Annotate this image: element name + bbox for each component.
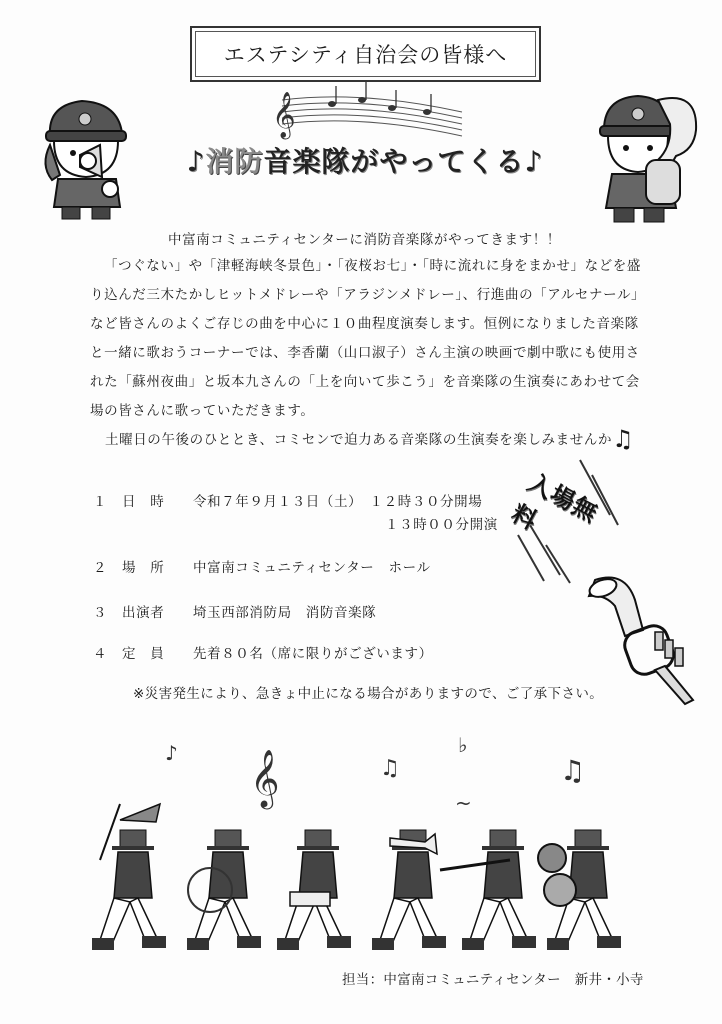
double-note-icon: ♫	[612, 425, 635, 453]
closing-text: 土曜日の午後のひととき、コミセンで迫力ある音楽隊の生演奏を楽しみませんか♫	[105, 425, 635, 453]
header-title: エステシティ自治会の皆様へ	[190, 26, 541, 82]
detail-num: ２	[93, 560, 108, 576]
body-line: れた「蘇州夜曲」と坂本九さんの「上を向いて歩こう」を音楽隊の生演奏にあわせて会	[90, 374, 640, 390]
detail-value: 中富南コミュニティセンター ホール	[193, 560, 431, 576]
detail-num: ３	[93, 605, 108, 621]
detail-value: 埼玉西部消防局 消防音楽隊	[193, 605, 377, 621]
notice-text: ※災害発生により、急きょ中止になる場合がありますので、ご了承下さい。	[133, 686, 604, 702]
detail-value: 先着８０名（席に限りがございます）	[193, 646, 433, 662]
contact-footer: 担当：中富南コミュニティセンター 新井・小寺	[342, 972, 644, 988]
svg-text:♫: ♫	[560, 754, 586, 787]
headline	[155, 140, 575, 180]
headline-text: 音楽隊がやってくる	[263, 145, 525, 178]
headline-text-gray: 消防	[205, 145, 264, 178]
detail-num: ４	[93, 646, 108, 662]
body-paragraph	[90, 252, 670, 426]
svg-text:♫: ♫	[380, 756, 400, 781]
firefighter-tuba-icon	[598, 90, 698, 225]
svg-text:𝄞: 𝄞	[250, 749, 280, 807]
free-admission-badge: 入場無料	[506, 468, 603, 536]
detail-value: 令和７年９月１３日（土） １２時３０分開場	[193, 494, 483, 510]
detail-label: 定 員	[122, 646, 165, 662]
body-line: り込んだ三木たかしヒットメドレーや「アラジンメドレー」、行進曲の「アルセナール」	[90, 287, 646, 303]
detail-label: 場 所	[122, 560, 165, 576]
svg-text:♭: ♭	[458, 733, 468, 757]
body-line: と一緒に歌おうコーナーでは、李香蘭（山口淑子）さん主演の映画で劇中歌にも使用さ	[90, 345, 640, 361]
music-note-icon: ♪	[524, 145, 544, 178]
music-staff-icon	[262, 82, 472, 142]
svg-text:~: ~	[455, 791, 472, 815]
body-line: など皆さんのよくご存じの曲を中心に１０曲程度演奏します。恒例になりました音楽隊	[90, 316, 639, 332]
detail-value-2: １３時００分開演	[385, 517, 498, 533]
detail-label: 日 時	[122, 494, 165, 510]
detail-num: １	[93, 494, 108, 510]
svg-text:𝄞: 𝄞	[272, 92, 296, 138]
music-note-icon: ♪	[186, 145, 206, 178]
detail-label: 出演者	[122, 605, 165, 621]
body-line: 「つぐない」や「津軽海峡冬景色」・「夜桜お七」・「時に流れに身をまかせ」などを盛	[104, 258, 641, 274]
firefighter-megaphone-icon	[40, 95, 135, 223]
body-line: 場の皆さんに歌っていただきます。	[90, 403, 315, 419]
marching-band-icon	[90, 730, 650, 960]
svg-text:♪: ♪	[165, 741, 178, 765]
intro-text: 中富南コミュニティセンターに消防音楽隊がやってきます！！	[168, 232, 561, 248]
